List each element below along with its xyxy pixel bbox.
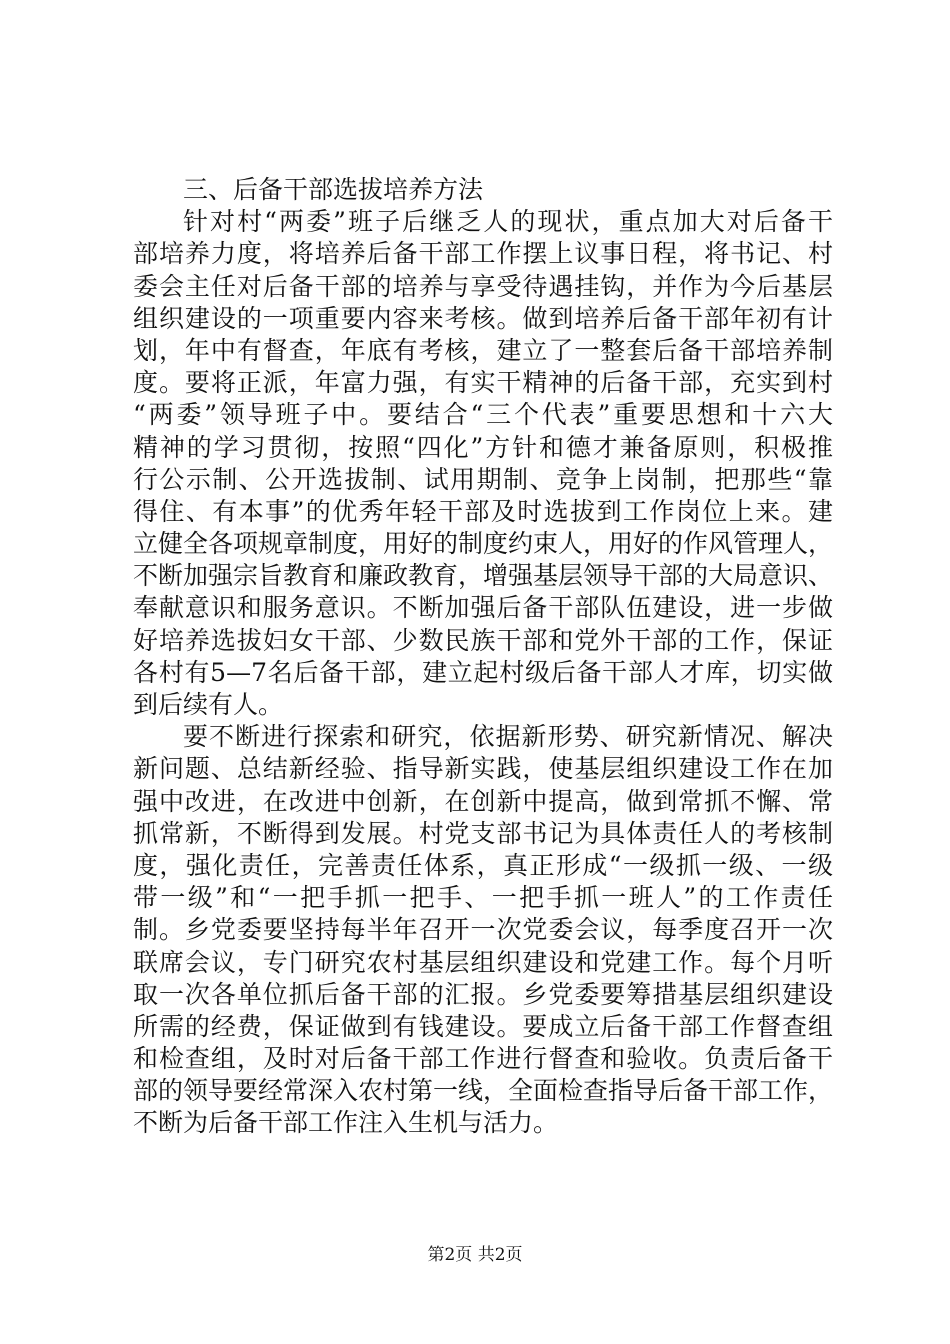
paragraph-line: 要不断进行探索和研究，依据新形势、研究新情况、解决 — [183, 722, 833, 752]
paragraph-line: 抓常新，不断得到发展。村党支部书记为具体责任人的考核制 — [133, 818, 833, 848]
paragraph-line: 立健全各项规章制度，用好的制度约束人，用好的作风管理人， — [133, 529, 834, 559]
page-number: 第2页 — [427, 1245, 473, 1265]
paragraph-line: 奉献意识和服务意识。不断加强后备干部队伍建设，进一步做 — [133, 593, 833, 623]
paragraph-line: 好培养选拔妇女干部、少数民族干部和党外干部的工作，保证 — [133, 625, 833, 655]
paragraph-line: 针对村“两委”班子后继乏人的现状，重点加大对后备干 — [183, 207, 833, 237]
section-heading: 三、后备干部选拔培养方法 — [183, 175, 484, 204]
document-body — [133, 174, 833, 1140]
paragraph-2 — [133, 721, 833, 1139]
paragraph-line: 不断加强宗旨教育和廉政教育，增强基层领导干部的大局意识、 — [133, 561, 834, 591]
paragraph-line: 联席会议，专门研究农村基层组织建设和党建工作。每个月听 — [133, 947, 833, 977]
paragraph-line: 不断为后备干部工作注入生机与活力。 — [133, 1108, 559, 1138]
paragraph-line: 委会主任对后备干部的培养与享受待遇挂钩，并作为今后基层 — [133, 271, 833, 301]
total-pages: 共2页 — [477, 1245, 523, 1265]
paragraph-line: 划，年中有督查，年底有考核，建立了一整套后备干部培养制 — [133, 335, 833, 365]
paragraph-line: 和检查组，及时对后备干部工作进行督查和验收。负责后备干 — [133, 1044, 833, 1074]
paragraph-line: 所需的经费，保证做到有钱建设。要成立后备干部工作督查组 — [133, 1011, 833, 1041]
paragraph-line: 行公示制、公开选拔制、试用期制、竞争上岗制，把那些“靠 — [133, 464, 833, 494]
paragraph-line: 度，强化责任，完善责任体系，真正形成“一级抓一级、一级 — [133, 850, 833, 880]
paragraph-line: 制。乡党委要坚持每半年召开一次党委会议，每季度召开一次 — [133, 915, 833, 945]
paragraph-line: 强中改进，在改进中创新，在创新中提高，做到常抓不懈、常 — [133, 786, 833, 816]
paragraph-line: “两委”领导班子中。要结合“三个代表”重要思想和十六大 — [133, 400, 833, 430]
paragraph-line: 得住、有本事”的优秀年轻干部及时选拔到工作岗位上来。建 — [133, 496, 833, 526]
page-footer — [0, 1244, 950, 1266]
paragraph-line: 各村有5—7名后备干部，建立起村级后备干部人才库，切实做 — [133, 657, 833, 687]
paragraph-line: 部培养力度，将培养后备干部工作摆上议事日程，将书记、村 — [133, 239, 833, 269]
paragraph-line: 组织建设的一项重要内容来考核。做到培养后备干部年初有计 — [133, 303, 833, 333]
paragraph-line: 带一级”和“一把手抓一把手、一把手抓一班人”的工作责任 — [133, 883, 833, 913]
paragraph-line: 部的领导要经常深入农村第一线，全面检查指导后备干部工作， — [133, 1076, 834, 1106]
paragraph-1 — [133, 206, 833, 721]
paragraph-line: 精神的学习贯彻，按照“四化”方针和德才兼备原则，积极推 — [133, 432, 833, 462]
paragraph-line: 新问题、总结新经验、指导新实践，使基层组织建设工作在加 — [133, 754, 833, 784]
paragraph-line: 取一次各单位抓后备干部的汇报。乡党委要筹措基层组织建设 — [133, 979, 833, 1009]
paragraph-line: 到后续有人。 — [133, 690, 284, 719]
paragraph-line: 度。要将正派，年富力强，有实干精神的后备干部，充实到村 — [133, 368, 833, 398]
